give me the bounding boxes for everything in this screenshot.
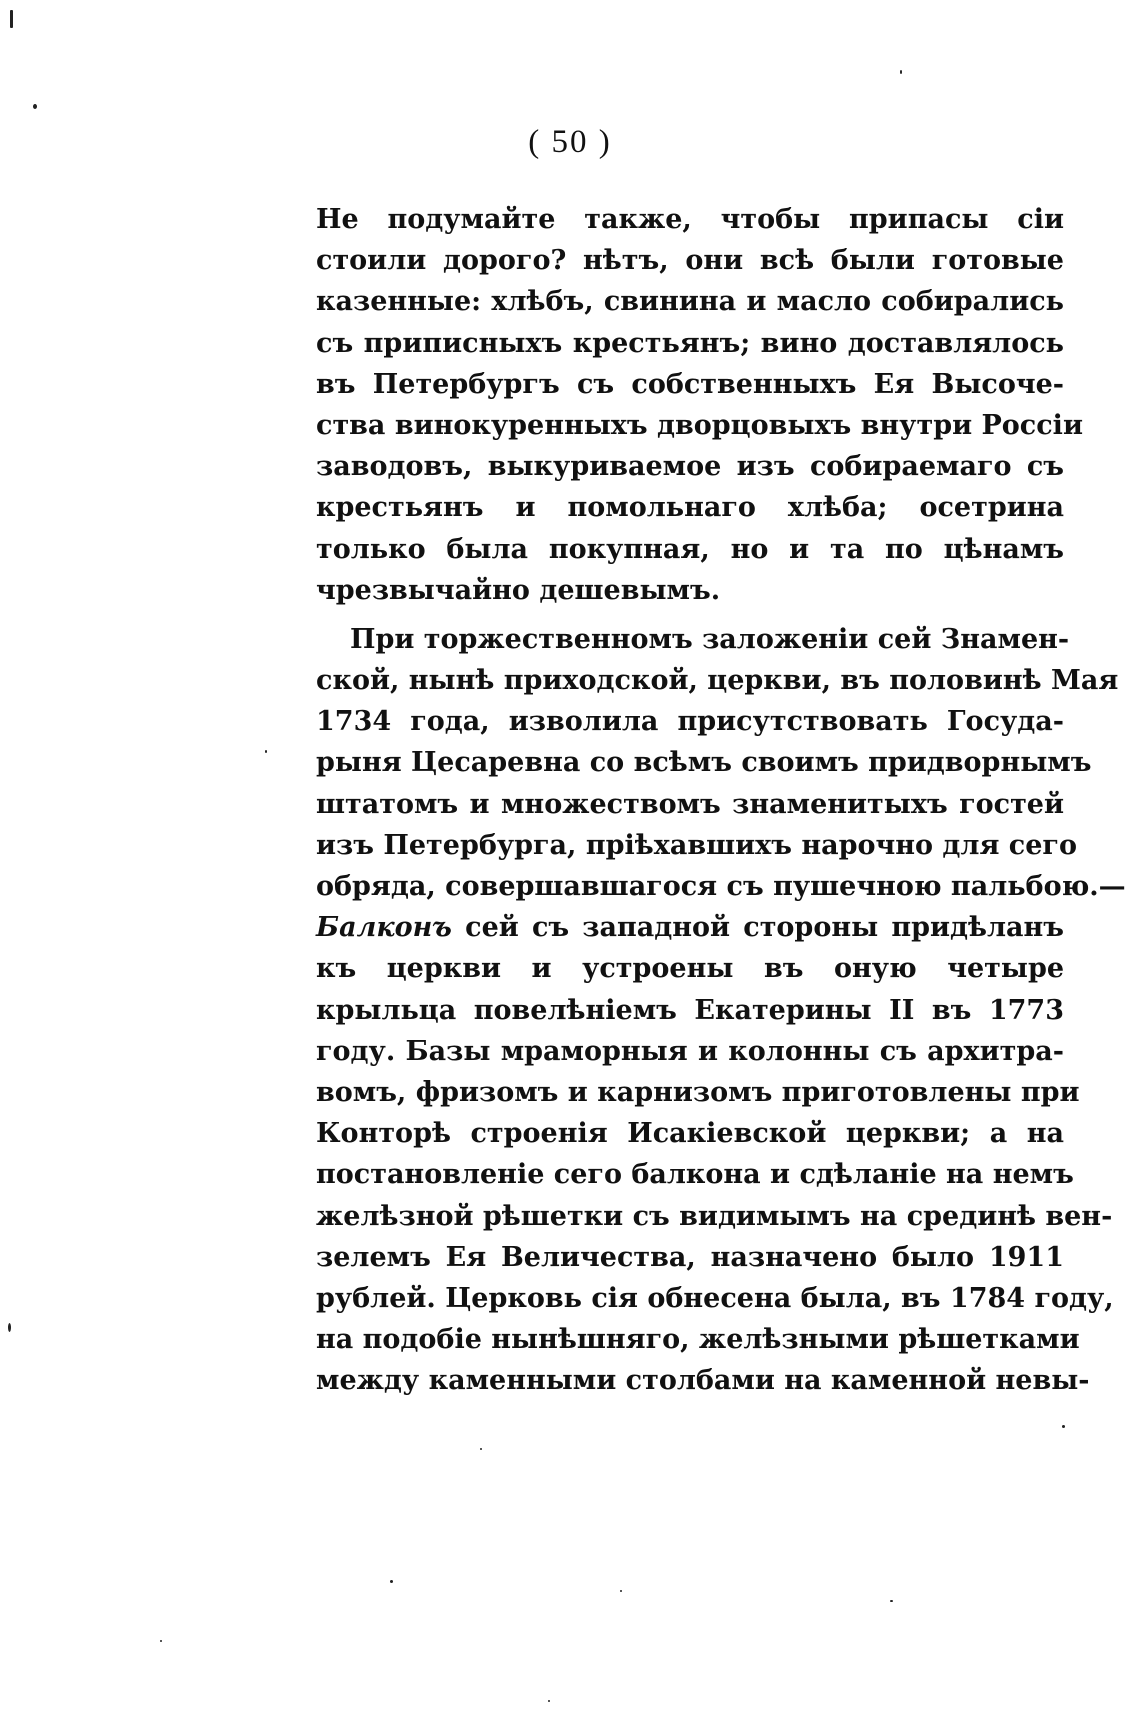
text-line: 1734 года, изволила присутствовать Госуда- (316, 706, 1064, 738)
scan-speck (10, 10, 13, 28)
text-line: между каменными столбами на каменной невы- (316, 1365, 1090, 1397)
scan-speck (900, 70, 902, 74)
text-line: зелемъ Ея Величества, назначено было 1911 (316, 1241, 1064, 1273)
text-line: съ приписныхъ крестьянъ; вино доставлялось (316, 327, 1064, 359)
text-line: къ церкви и устроены въ оную четыре (316, 953, 1064, 985)
text-line: ства винокуренныхъ дворцовыхъ внутри Россіи (316, 409, 1083, 441)
text-line: только была покупная, но и та по цѣнамъ (316, 533, 1064, 565)
paragraph-gap (316, 611, 1064, 619)
text-line: рыня Цесаревна со всѣмъ своимъ придворнымъ (316, 747, 1092, 779)
italic-word: Балконъ (316, 912, 452, 944)
paragraph-2 (316, 619, 1126, 1402)
paragraph-1 (316, 199, 1083, 611)
scan-speck (160, 1640, 162, 1642)
scan-speck (8, 1323, 11, 1332)
scan-speck (620, 1590, 622, 1592)
text-line-rest: сей съ западной стороны придѣланъ (451, 912, 1064, 944)
text-line: году. Базы мраморныя и колонны съ архитра- (316, 1035, 1064, 1067)
text-line: изъ Петербурга, пріѣхавшихъ нарочно для сего (316, 829, 1077, 861)
scan-speck (33, 104, 37, 109)
text-line: заводовъ, выкуриваемое изъ собираемаго съ (316, 451, 1064, 483)
text-line: Не подумайте также, чтобы припасы сіи (316, 204, 1064, 235)
text-line: чрезвычайно дешевымъ. (316, 574, 721, 606)
text-line: Конторѣ строенія Исакіевской церкви; а на (316, 1118, 1064, 1150)
scan-speck (390, 1580, 393, 1583)
text-line: штатомъ и множествомъ знаменитыхъ гостей (316, 788, 1064, 820)
text-line: казенные: хлѣбъ, свинина и масло собирались (316, 286, 1064, 318)
scan-speck (480, 1448, 482, 1450)
text-line: стоили дорого? нѣтъ, они всѣ были готовые (316, 245, 1064, 277)
text-line-with-italic (316, 907, 1064, 948)
scan-speck (1062, 1425, 1065, 1428)
page-number: ( 50 ) (528, 124, 612, 160)
text-line: крестьянъ и помольнаго хлѣба; осетрина (316, 492, 1064, 524)
text-line: на подобіе нынѣшняго, желѣзными рѣшетками (316, 1324, 1080, 1356)
text-line: желѣзной рѣшетки съ видимымъ на срединѣ вен- (316, 1200, 1113, 1232)
scan-speck (548, 1700, 550, 1702)
text-line: въ Петербургъ съ собственныхъ Ея Высоче- (316, 368, 1064, 400)
text-line: При торжественномъ заложеніи сей Знамен- (350, 623, 1070, 655)
text-line: ской, нынѣ приходской, церкви, въ половинѣ Мая (316, 665, 1119, 697)
text-line: постановленіе сего балкона и сдѣланіе на немъ (316, 1159, 1074, 1191)
scan-speck (265, 750, 267, 753)
text-line: обряда, совершавшагося съ пушечною пальбою.— (316, 871, 1126, 902)
text-line: вомъ, фризомъ и карнизомъ приготовлены при (316, 1076, 1080, 1108)
body-text (316, 199, 1126, 1401)
scan-speck (890, 1600, 893, 1602)
text-line: рублей. Церковь сія обнесена была, въ 1784 году, (316, 1282, 1114, 1314)
text-line: крыльца повелѣніемъ Екатерины II въ 1773 (316, 994, 1064, 1026)
